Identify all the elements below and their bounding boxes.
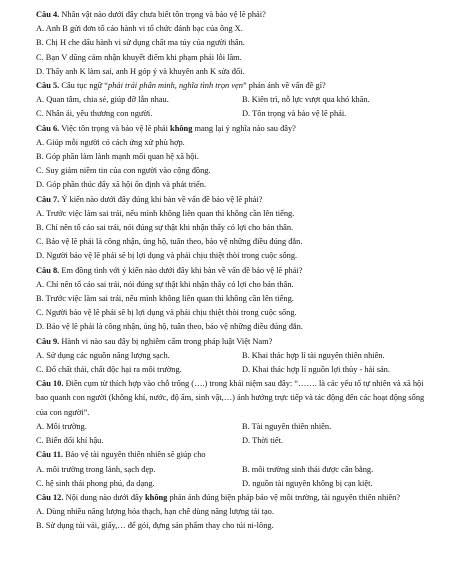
question-text: Việc tôn trọng và bảo vệ lẽ phải	[61, 123, 171, 133]
question-text: Em đồng tình với ý kiến nào dưới đây khi bàn về vấn đề bảo vệ lẽ phải?	[61, 265, 303, 275]
options-row	[36, 363, 428, 377]
option-d: D. Người bảo vệ lẽ phải sẽ bị lợi dụng và phải chịu thiệt thòi trong cuộc sống.	[36, 251, 298, 261]
question-11	[36, 448, 428, 462]
question-6	[36, 122, 428, 136]
option-d: D. Khai thác hợp lí nguồn lợi thủy - hải sản.	[242, 365, 390, 375]
options-row	[36, 434, 428, 448]
options-row	[36, 477, 428, 491]
question-label: Câu 4.	[36, 10, 60, 19]
options-row	[36, 349, 428, 363]
option-c: C. Bạn V dũng cảm nhận khuyết điểm khi phạm phải lỗi lầm.	[36, 52, 242, 62]
option-b: B. Chỉ nên tố cáo sai trái, nói đúng sự thật khi nhận thấy có lợi cho bản thân.	[36, 223, 294, 233]
emphasis-text: không	[145, 492, 168, 502]
question-8	[36, 264, 428, 278]
option-c: C. Biến đổi khí hậu.	[36, 436, 104, 446]
question-12	[36, 491, 428, 505]
question-text: Nội dung nào dưới đây	[65, 492, 146, 502]
question-text: Bảo vệ tài nguyên thiên nhiên sẽ giúp cho	[65, 450, 206, 460]
question-5	[36, 79, 428, 93]
option-a: A. Giúp mỗi người có cách ứng xử phù hợp.	[36, 137, 185, 147]
option-b: B. Sử dụng túi vải, giấy,… để gói, đựng sản phẩm thay cho túi ni-lông.	[36, 521, 274, 531]
option-c: C. hệ sinh thái phong phú, đa dạng.	[36, 478, 155, 488]
question-label: Câu 12.	[36, 492, 64, 502]
question-label: Câu 11.	[36, 450, 63, 460]
question-text: Nhân vật nào dưới đây chưa biết tôn trọng và bảo vệ lẽ phải?	[61, 10, 266, 19]
option-c: C. Suy giảm niềm tin của con người vào cộng đồng.	[36, 166, 211, 176]
option-c: C. Nhân ái, yêu thương con người.	[36, 109, 153, 119]
option-d: D. Góp phần thúc đẩy xã hội ổn định và phát triển.	[36, 180, 207, 190]
question-text-end: phản ánh đúng biện pháp bảo vệ môi trường, tài nguyên thiên nhiên?	[167, 492, 401, 502]
option-c: C. Người bảo vệ lẽ phải sẽ bị lợi dụng và phải chịu thiệt thòi trong cuộc sống.	[36, 308, 297, 318]
emphasis-text: không	[170, 123, 193, 133]
option-a: A. Chỉ nên tố cáo sai trái, nói đúng sự thật khi nhận thấy có lợi cho bản thân.	[36, 279, 294, 289]
option-a: A. Trước việc làm sai trái, nếu mình không liên quan thì không cần lên tiếng.	[36, 208, 295, 218]
option-a: A. Dùng nhiều năng lượng hóa thạch, hạn chế dùng năng lượng tái tạo.	[36, 507, 274, 517]
option-c: C. Đổ chất thải, chất độc hại ra môi trường.	[36, 365, 182, 375]
options-row	[36, 420, 428, 434]
question-label: Câu 8.	[36, 265, 60, 275]
question-text: Hành vi nào sau đây bị nghiêm cấm trong pháp luật Việt Nam?	[61, 336, 273, 346]
question-label: Câu 5.	[36, 81, 60, 91]
option-b: B. Chị H che dấu hành vi sử dụng chất ma túy của người thân.	[36, 38, 245, 48]
option-b: B. môi trường sinh thái được cân bằng.	[242, 464, 374, 474]
question-label: Câu 10.	[36, 379, 64, 389]
options-row	[36, 463, 428, 477]
question-4	[36, 8, 428, 22]
option-b: B. Góp phần làm lành mạnh mối quan hệ xã hội.	[36, 152, 199, 162]
option-a: A. Anh B gửi đơn tố cáo hành vi tổ chức đánh bạc của ông X.	[36, 24, 243, 34]
question-text: Câu tục ngữ “	[61, 81, 109, 91]
question-label: Câu 7.	[36, 194, 60, 204]
question-10	[36, 377, 428, 420]
option-b: B. Khai thác hợp lí tài nguyên thiên nhiên.	[242, 350, 385, 360]
options-row	[36, 107, 428, 121]
option-a: A. môi trường trong lành, sạch đẹp.	[36, 464, 156, 474]
option-d: D. Thấy anh K làm sai, anh H góp ý và khuyên anh K sửa đổi.	[36, 66, 245, 76]
option-d: D. Tôn trọng và bảo vệ lẽ phải.	[242, 109, 347, 119]
question-9	[36, 335, 428, 349]
question-7	[36, 193, 428, 207]
question-text: Điền cụm từ thích hợp vào chỗ trống (….) trong khái niệm sau đây: “……. là các yếu tố tự nhiên và xã hội bao quanh con người (không khí, nước, độ ẩm, sinh vật,…) ảnh hưởng trực tiếp và tác động đến các hoạt động sống của con người”.	[36, 379, 425, 417]
question-text-end: mang lại ý nghĩa nào sau đây?	[192, 123, 296, 133]
question-text: Ý kiến nào dưới đây đúng khi bàn về vấn đề bảo vệ lẽ phải?	[61, 194, 263, 204]
option-b: B. Trước việc làm sai trái, nếu mình không liên quan thì không cần lên tiếng.	[36, 294, 294, 304]
option-b: B. Kiên trì, nỗ lực vượt qua khó khăn.	[242, 95, 370, 105]
option-d: D. nguồn tài nguyên không bị cạn kiệt.	[242, 478, 373, 488]
question-label: Câu 9.	[36, 336, 60, 346]
option-a: A. Quan tâm, chia sẻ, giúp đỡ lẫn nhau.	[36, 95, 169, 105]
option-d: D. Bảo vệ lẽ phải là công nhận, ủng hộ, tuân theo, bảo vệ những điều đúng đắn.	[36, 322, 303, 332]
options-row	[36, 93, 428, 107]
question-label: Câu 6.	[36, 123, 60, 133]
question-text-end: ” phản ánh về vấn đề gì?	[242, 81, 326, 91]
option-a: A. Môi trường.	[36, 421, 87, 431]
option-a: A. Sử dụng các nguồn năng lượng sạch.	[36, 350, 170, 360]
option-d: D. Thời tiết.	[242, 436, 284, 446]
option-b: B. Tài nguyên thiên nhiên.	[242, 421, 332, 431]
proverb-text: phải trái phân minh, nghĩa tình trọn vẹn	[108, 81, 243, 91]
option-c: C. Bảo vệ lẽ phải là công nhận, ủng hộ, tuân theo, bảo vệ những điều đúng đắn.	[36, 237, 303, 247]
